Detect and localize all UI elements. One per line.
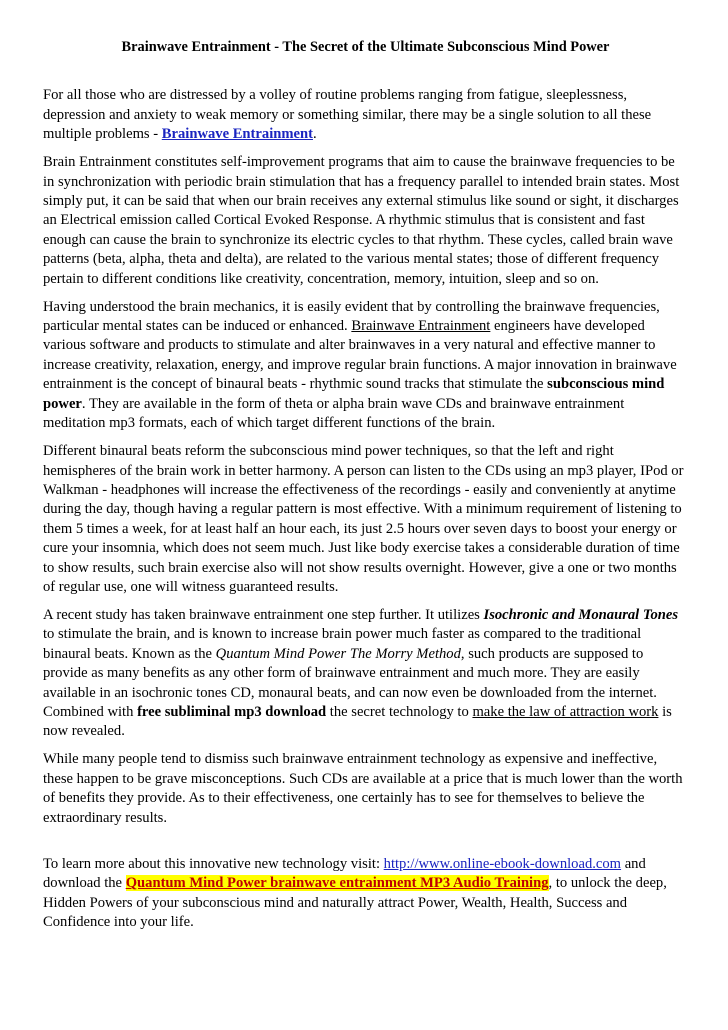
intro-end: . xyxy=(312,126,317,143)
mechanics-text-c: . They are available in the form of theta or alpha brain wave CDs and brainwave entrainment meditation mp3 formats, each of which target different functions of the brain. xyxy=(43,395,625,432)
paragraph-binaural-beats: Different binaural beats reform the subconscious mind power techniques, so that the left and right hemispheres of the brain work in better harmony. A person can listen to the CDs using an mp3 player, IPod or Walkman - headphones will increase the effectiveness of the recordings - easily and conveniently at anytime during the day, though having a regular pattern is most effective. With a minimum requirement of listening to them 5 times a week, for at least half an hour each, its just 2.5 hours over seven days to boost your energy or cure your insomnia, which does not seem much. Just like body exercise takes a considerable duration of time to show results, such brain exercise also will not show results overnight. However, give a one or two months of regular use, one will witness guaranteed results. xyxy=(43,443,684,595)
study-text-e: is now revealed. xyxy=(43,703,672,740)
document-page xyxy=(43,38,688,941)
mechanics-text-b: engineers have developed various software and products to stimulate and alter brainwaves in a very natural and effective manner to increase creativity, relaxation, energy, and improve regular brain functions. A major innovation in brainwave entrainment is the concept of binaural beats - rhythmic sound tracks that stimulate the xyxy=(43,318,677,393)
cta-text-a: To learn more about this innovative new technology visit: xyxy=(43,856,384,872)
law-of-attraction-link[interactable]: make the law of attraction work xyxy=(472,703,659,720)
study-text-b: to stimulate the brain, and is known to increase brain power much faster as compared to the traditional binaural beats. Known as the xyxy=(43,626,642,662)
paragraph-misconceptions: While many people tend to dismiss such brainwave entrainment technology as expensive and ineffective, these happen to be grave misconceptions. Such CDs are available at a price that is much lower than the worth of benefits they provide. As to their effectiveness, one certainly has to see for themselves to believe the extraordinary results. xyxy=(43,751,683,826)
paragraph-brain-mechanics xyxy=(43,298,688,434)
quantum-mind-power-italic: Quantum Mind Power The Morry Method xyxy=(215,645,461,662)
website-url-link[interactable]: http://www.online-ebook-download.com xyxy=(383,856,622,872)
isochronic-tones-emphasis: Isochronic and Monaural Tones xyxy=(483,606,679,623)
cta-text-c: , to unlock the deep, Hidden Powers of your subconscious mind and naturally attract Power, Wealth, Health, Success and Confidence into your life. xyxy=(43,875,667,931)
study-text-d: the secret technology to xyxy=(326,703,473,720)
paragraph-recent-study xyxy=(43,606,688,742)
brainwave-entrainment-link[interactable]: Brainwave Entrainment xyxy=(161,126,313,143)
paragraph-brain-entrainment: Brain Entrainment constitutes self-improvement programs that aim to cause the brainwave frequencies to be in synchronization with periodic brain stimulation that has a frequency parallel to intended brain states. Most simply put, it can be said that when our brain receives any external stimulus like sound or sight, it discharges an Electrical emission called Cortical Evoked Response. A rhythmic stimulus that is consistent and fast enough can cause the brain to synchronize its electric cycles to that rhythm. These cycles, called brain wave patterns (beta, alpha, theta and delta), are related to the various mental states; those of different frequency pertain to different conditions like creativity, concentration, memory, intuition, sleep and so on. xyxy=(43,154,680,287)
paragraph-intro xyxy=(43,86,688,144)
intro-text: For all those who are distressed by a volley of routine problems ranging from fatigue, sleeplessness, depression and anxiety to weak memory or something similar, there may be a single solution to all these multiple problems - xyxy=(43,87,652,143)
cta-text-b: and download the xyxy=(43,856,646,892)
brainwave-entrainment-inline-link[interactable]: Brainwave Entrainment xyxy=(351,318,491,335)
paragraph-call-to-action xyxy=(43,855,688,933)
free-subliminal-bold: free subliminal mp3 download xyxy=(137,703,327,720)
subconscious-mind-power-bold: subconscious mind power xyxy=(43,376,665,412)
study-text-a: A recent study has taken brainwave entrainment one step further. It utilizes xyxy=(43,606,484,623)
mechanics-text-a: Having understood the brain mechanics, it is easily evident that by controlling the brainwave frequencies, particular mental states can be induced or enhanced. xyxy=(43,298,660,335)
document-title: Brainwave Entrainment - The Secret of the Ultimate Subconscious Mind Power xyxy=(121,39,610,55)
study-text-c: , such products are supposed to provide as many benefits as any other form of brainwave entrainment and much more. They are easily available in an isochronic tones CD, monaural beats, and can now even be downloaded from the internet. Combined with xyxy=(43,645,657,720)
audio-training-highlight-link[interactable]: Quantum Mind Power brainwave entrainment MP3 Audio Training xyxy=(125,875,549,892)
